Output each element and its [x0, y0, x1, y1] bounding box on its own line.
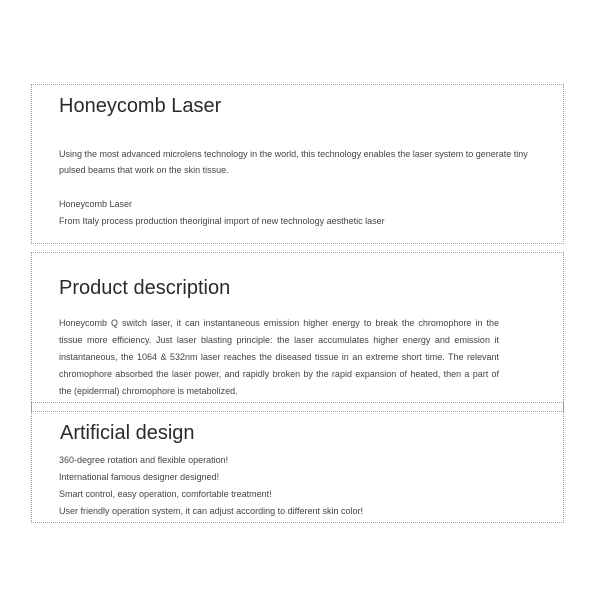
feature-list [59, 452, 363, 520]
product-description-title: Product description [59, 277, 231, 299]
intro-subtitle: Honeycomb Laser [59, 199, 133, 209]
product-description-body: Honeycomb Q switch laser, it can instantaneous emission higher energy to break the chromophore in the tissue more efficiency. Just laser blasting principle: the laser accumulates higher energy and emission it instantaneous, the 1064 & 532nm laser reaches the diseased tissue in an extreme short time. The relevant chromophore absorbed the laser power, and rapidly broken by the rapid expansion of heated, then a part of the (epidermal) chromophore is metabolized. [59, 318, 499, 396]
intro-title: Honeycomb Laser [59, 95, 222, 117]
feature-item: User friendly operation system, it can adjust according to different skin color! [59, 506, 363, 516]
feature-item: Smart control, easy operation, comfortable treatment! [59, 489, 272, 499]
intro-body: Using the most advanced microlens technology in the world, this technology enables the laser system to generate tiny pulsed beams that work on the skin tissue. [59, 149, 528, 175]
intro-subtext: From Italy process production theoriginal import of new technology aesthetic laser [59, 216, 385, 226]
product-description-section [31, 252, 564, 412]
intro-section [31, 84, 564, 244]
feature-item: International famous designer designed! [59, 472, 220, 482]
artificial-design-title: Artificial design [60, 422, 195, 444]
feature-item: 360-degree rotation and flexible operation! [59, 455, 229, 465]
artificial-design-section [31, 402, 564, 523]
